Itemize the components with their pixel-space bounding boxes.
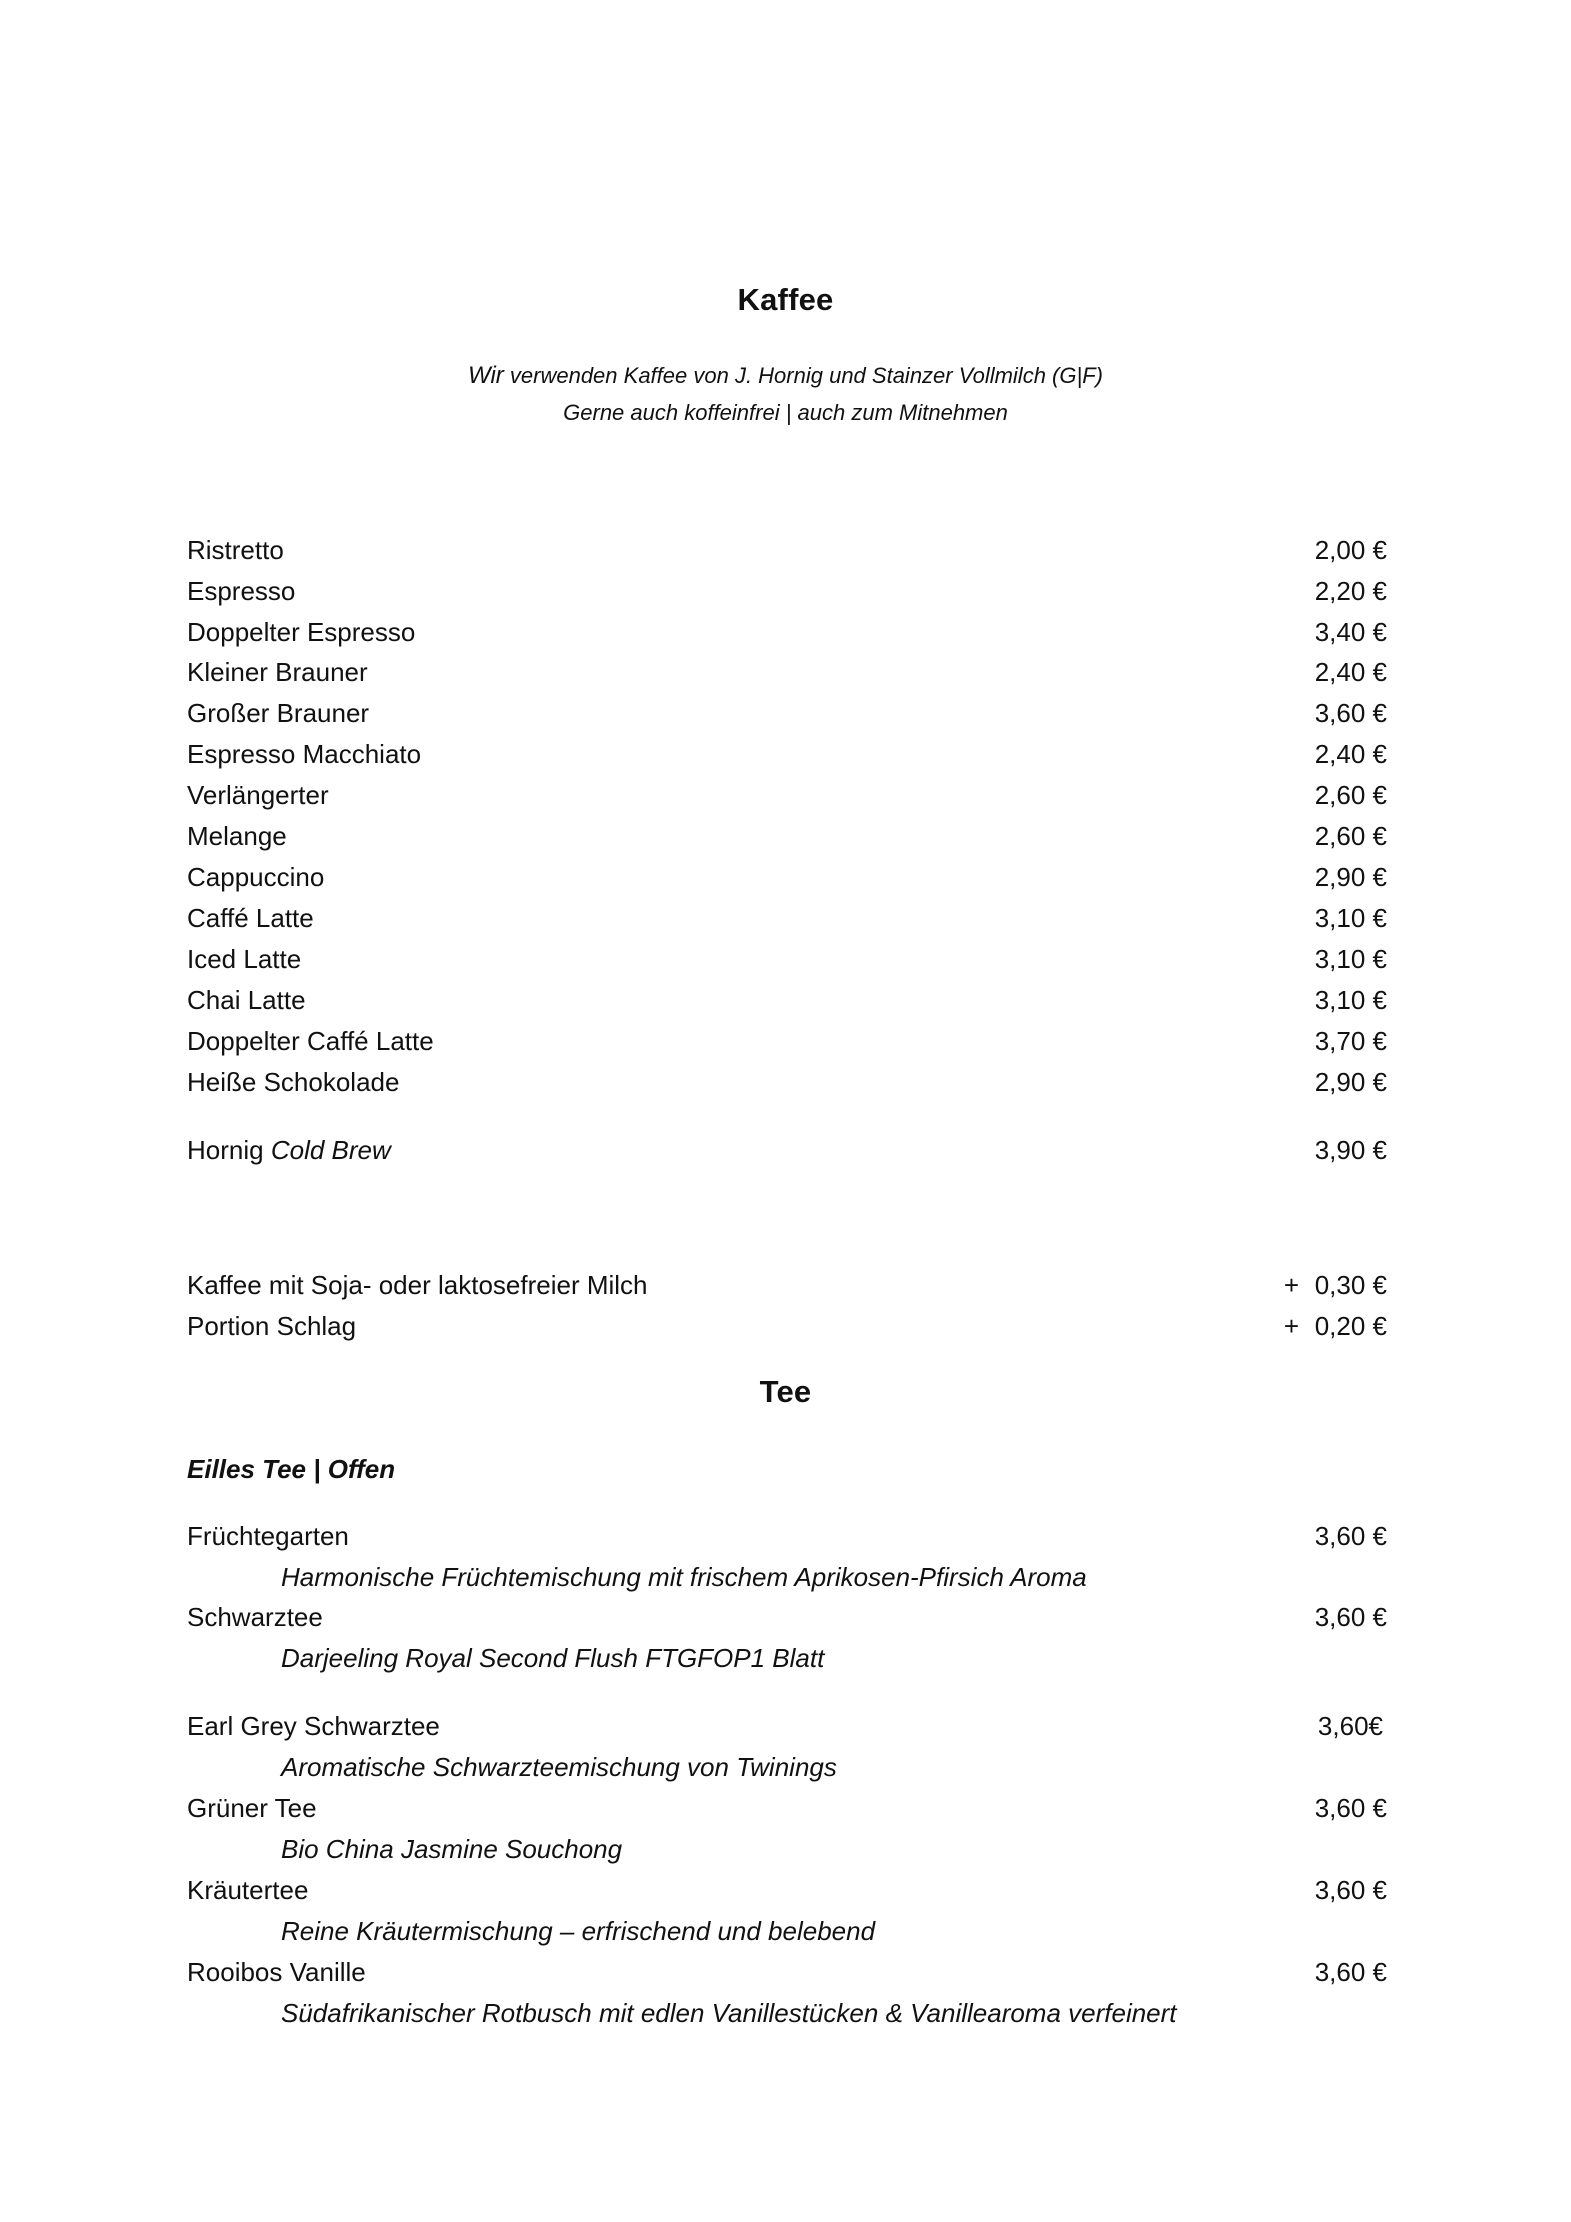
item-price: 3,10 €	[1314, 985, 1387, 1015]
tea-description: Bio China Jasmine Souchong	[281, 1834, 623, 1864]
coffee-note-prefix: Wir	[468, 362, 504, 389]
item-price: 3,10 €	[1314, 944, 1387, 974]
item-price: 0,30 €	[1314, 1270, 1387, 1300]
tea-item	[187, 1519, 1387, 1553]
tea-description: Südafrikanischer Rotbusch mit edlen Vanillestücken & Vanillearoma verfeinert	[281, 1998, 1177, 2028]
coffee-item	[187, 860, 1387, 894]
item-name: Ristretto	[187, 535, 284, 565]
cold-brew-brand: Hornig	[187, 1135, 264, 1165]
item-name: Caffé Latte	[187, 903, 314, 933]
item-price: 3,60€	[1317, 1711, 1383, 1741]
item-name: Verlängerter	[187, 780, 329, 810]
item-price: 3,70 €	[1314, 1026, 1387, 1056]
tea-description: Reine Kräutermischung – erfrischend und belebend	[281, 1916, 876, 1946]
item-price: 2,00 €	[1314, 535, 1387, 565]
item-name: Earl Grey Schwarztee	[187, 1711, 440, 1741]
cold-brew-item	[187, 1133, 1387, 1167]
price-prefix: +	[1283, 1311, 1299, 1341]
coffee-item	[187, 983, 1387, 1017]
coffee-note-rest: verwenden Kaffee von J. Hornig und Stainzer Vollmilch (G|F)	[509, 363, 1103, 388]
tea-description: Aromatische Schwarzteemischung von Twinings	[281, 1752, 837, 1782]
item-name: Doppelter Caffé Latte	[187, 1026, 434, 1056]
coffee-item	[187, 942, 1387, 976]
coffee-item	[187, 574, 1387, 608]
item-name: Kräutertee	[187, 1875, 309, 1905]
item-price: 3,60 €	[1314, 1793, 1387, 1823]
item-name: Cappuccino	[187, 862, 325, 892]
coffee-item	[187, 1024, 1387, 1058]
item-price: 3,40 €	[1314, 617, 1387, 647]
tea-description: Darjeeling Royal Second Flush FTGFOP1 Blatt	[281, 1643, 825, 1673]
item-name: Grüner Tee	[187, 1793, 317, 1823]
item-price: 3,90 €	[1314, 1135, 1387, 1165]
item-name: Kaffee mit Soja- oder laktosefreier Milch	[187, 1270, 648, 1300]
coffee-item	[187, 533, 1387, 567]
item-price: 3,60 €	[1314, 1875, 1387, 1905]
coffee-item	[187, 901, 1387, 935]
price-prefix: +	[1283, 1270, 1299, 1300]
item-price: 3,60 €	[1314, 1521, 1387, 1551]
tea-description: Harmonische Früchtemischung mit frischem Aprikosen-Pfirsich Aroma	[281, 1562, 1087, 1592]
item-name: Portion Schlag	[187, 1311, 357, 1341]
item-price: 2,90 €	[1314, 862, 1387, 892]
item-price: 3,10 €	[1314, 903, 1387, 933]
tea-title: Tee	[759, 1374, 812, 1409]
tea-item	[187, 1600, 1387, 1634]
coffee-item	[187, 737, 1387, 771]
coffee-note-line2: Gerne auch koffeinfrei | auch zum Mitnehmen	[563, 400, 1008, 425]
item-name: Heiße Schokolade	[187, 1067, 400, 1097]
item-name	[187, 1133, 391, 1167]
item-price: 2,40 €	[1314, 657, 1387, 687]
item-price: 2,40 €	[1314, 739, 1387, 769]
item-price: 2,60 €	[1314, 821, 1387, 851]
item-name: Espresso Macchiato	[187, 739, 422, 769]
item-price: 2,20 €	[1314, 576, 1387, 606]
extra-item	[187, 1268, 1387, 1302]
item-name: Chai Latte	[187, 985, 306, 1015]
tea-item	[187, 1873, 1387, 1907]
coffee-item	[187, 615, 1387, 649]
coffee-note-line1	[0, 362, 1571, 390]
item-price: 0,20 €	[1314, 1311, 1387, 1341]
tea-item	[187, 1709, 1387, 1743]
item-name: Rooibos Vanille	[187, 1957, 366, 1987]
item-price: 2,90 €	[1314, 1067, 1387, 1097]
item-price: 2,60 €	[1314, 780, 1387, 810]
item-price: 3,60 €	[1314, 1602, 1387, 1632]
item-name: Espresso	[187, 576, 296, 606]
coffee-item	[187, 1065, 1387, 1099]
item-name: Melange	[187, 821, 287, 851]
item-name: Doppelter Espresso	[187, 617, 416, 647]
coffee-item	[187, 655, 1387, 689]
item-name: Kleiner Brauner	[187, 657, 368, 687]
item-price: 3,60 €	[1314, 1957, 1387, 1987]
item-name: Früchtegarten	[187, 1521, 349, 1551]
item-name: Schwarztee	[187, 1602, 323, 1632]
item-price: 3,60 €	[1314, 698, 1387, 728]
coffee-title: Kaffee	[737, 282, 834, 317]
coffee-item	[187, 778, 1387, 812]
tea-subheading: Eilles Tee | Offen	[187, 1454, 396, 1484]
item-name: Großer Brauner	[187, 698, 370, 728]
coffee-item	[187, 696, 1387, 730]
cold-brew-label: Cold Brew	[270, 1135, 391, 1165]
item-name: Iced Latte	[187, 944, 302, 974]
extra-item	[187, 1309, 1387, 1343]
tea-item	[187, 1791, 1387, 1825]
tea-item	[187, 1955, 1387, 1989]
coffee-item	[187, 819, 1387, 853]
